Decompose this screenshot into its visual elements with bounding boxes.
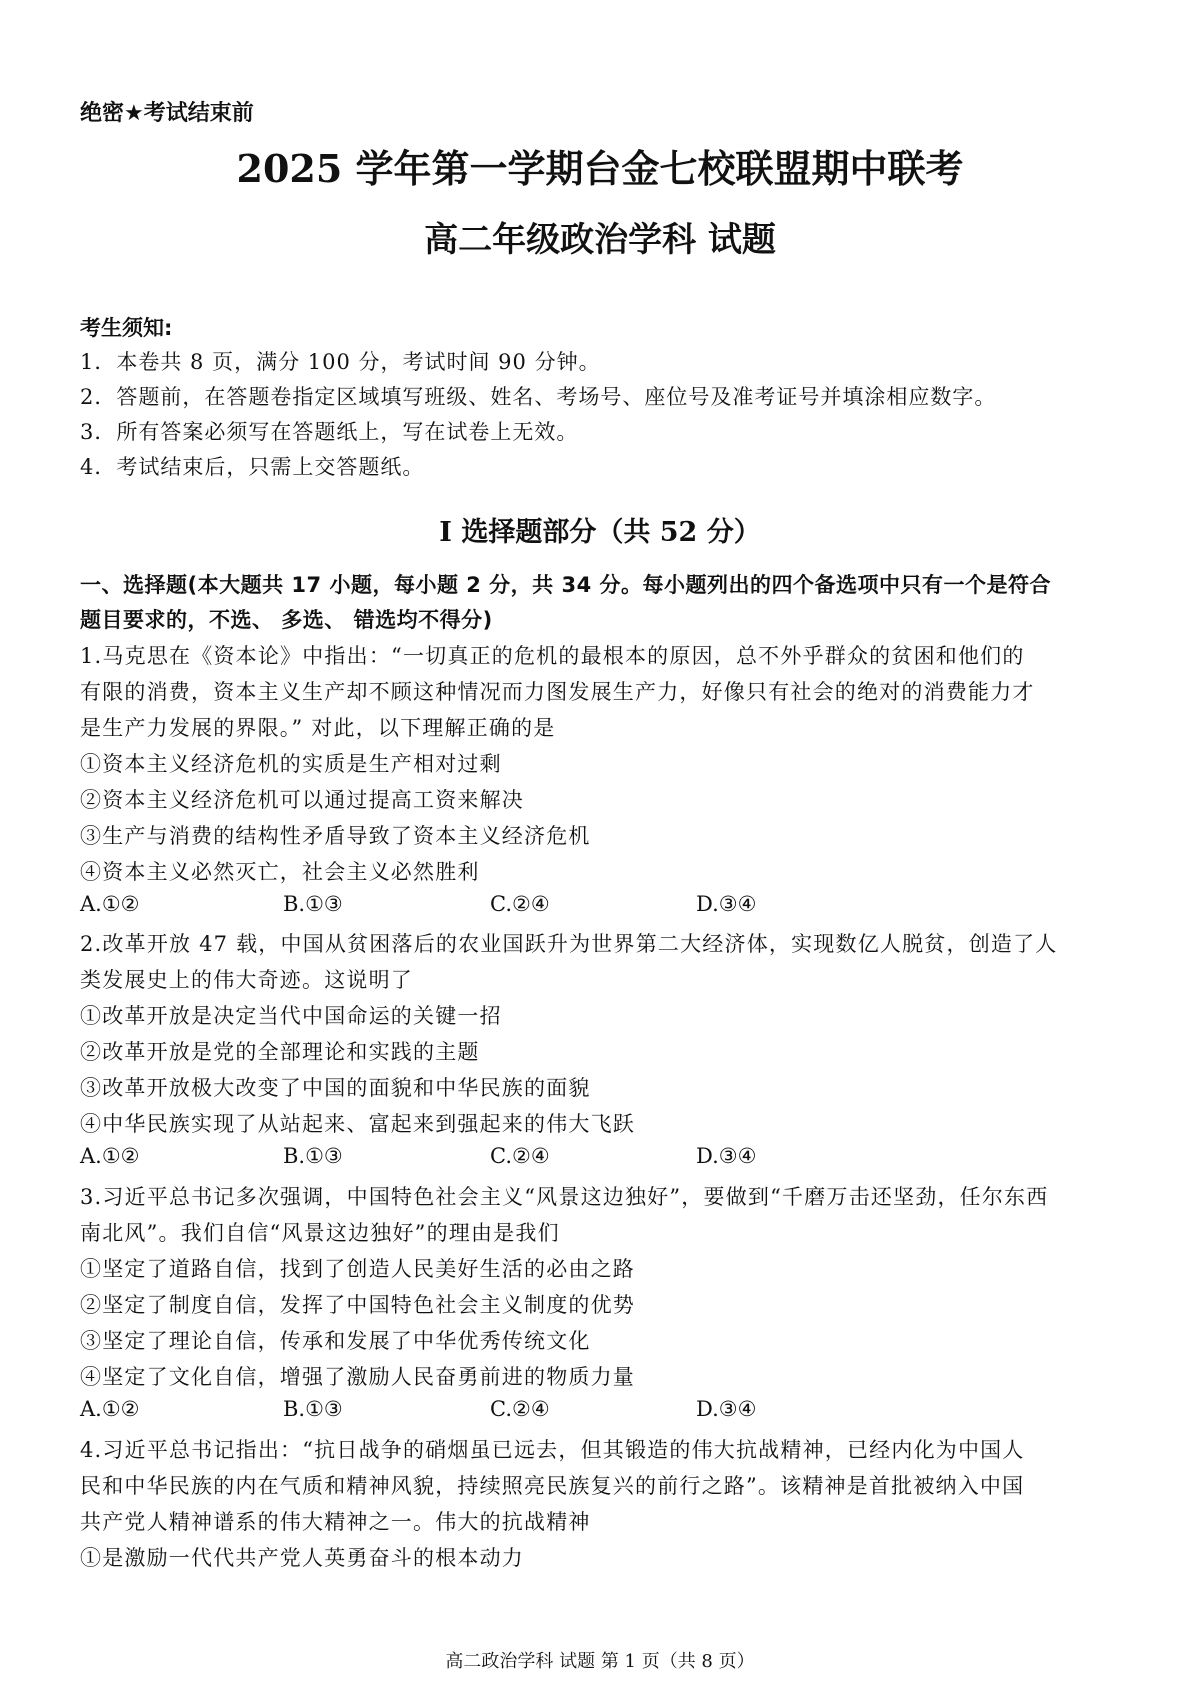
q4-stem-line: 民和中华民族的内在气质和精神风貌，持续照亮民族复兴的前行之路”。该精神是首批被纳入中国 xyxy=(80,1474,1025,1498)
instruction-line: 一、选择题(本大题共 17 小题，每小题 2 分，共 34 分。每小题列出的四个备选项中只有一个是符合 xyxy=(80,573,1052,597)
q3-option-a: A.①② xyxy=(80,1397,140,1421)
section-title: I 选择题部分（共 52 分） xyxy=(439,517,761,548)
notice-item: 1．本卷共 8 页，满分 100 分，考试时间 90 分钟。 xyxy=(80,350,601,374)
q2-option-c: C.②④ xyxy=(490,1144,550,1168)
q2-statement: ①改革开放是决定当代中国命运的关键一招 xyxy=(80,1004,502,1028)
q2-statement: ④中华民族实现了从站起来、富起来到强起来的伟大飞跃 xyxy=(80,1112,635,1136)
q2-stem-line: 类发展史上的伟大奇迹。这说明了 xyxy=(80,968,413,992)
exam-title: 2025 学年第一学期台金七校联盟期中联考 xyxy=(236,146,964,191)
q1-option-d: D.③④ xyxy=(696,892,757,916)
q3-stem-line: 南北风”。我们自信“风景这边独好”的理由是我们 xyxy=(80,1221,560,1245)
q3-statement: ①坚定了道路自信，找到了创造人民美好生活的必由之路 xyxy=(80,1257,635,1281)
q1-statement: ③生产与消费的结构性矛盾导致了资本主义经济危机 xyxy=(80,824,591,848)
notice-item: 4．考试结束后，只需上交答题纸。 xyxy=(80,455,425,479)
q2-stem-line: 2.改革开放 47 载，中国从贫困落后的农业国跃升为世界第二大经济体，实现数亿人脱贫，创造了人 xyxy=(80,932,1058,956)
page-footer: 高二政治学科 试题 第 1 页（共 8 页） xyxy=(445,1651,755,1672)
exam-subtitle: 高二年级政治学科 试题 xyxy=(424,220,776,260)
q1-stem-line: 有限的消费，资本主义生产却不顾这种情况而力图发展生产力，好像只有社会的绝对的消费能力才 xyxy=(80,680,1035,704)
q2-statement: ③改革开放极大改变了中国的面貌和中华民族的面貌 xyxy=(80,1076,591,1100)
q3-statement: ④坚定了文化自信，增强了激励人民奋勇前进的物质力量 xyxy=(80,1365,635,1389)
q3-option-d: D.③④ xyxy=(696,1397,757,1421)
notice-item: 3．所有答案必须写在答题纸上，写在试卷上无效。 xyxy=(80,420,579,444)
q4-statement: ①是激励一代代共产党人英勇奋斗的根本动力 xyxy=(80,1546,524,1570)
q1-option-c: C.②④ xyxy=(490,892,550,916)
q1-statement: ②资本主义经济危机可以通过提高工资来解决 xyxy=(80,788,524,812)
q1-stem-line: 1.马克思在《资本论》中指出：“一切真正的危机的最根本的原因，总不外乎群众的贫困和他们的 xyxy=(80,644,1025,668)
q3-option-b: B.①③ xyxy=(283,1397,343,1421)
q1-option-b: B.①③ xyxy=(283,892,343,916)
instruction-line: 题目要求的，不选、 多选、 错选均不得分) xyxy=(80,608,493,632)
q4-stem-line: 共产党人精神谱系的伟大精神之一。伟大的抗战精神 xyxy=(80,1510,591,1534)
q4-stem-line: 4.习近平总书记指出：“抗日战争的硝烟虽已远去，但其锻造的伟大抗战精神，已经内化为中国人 xyxy=(80,1438,1025,1462)
q1-stem-line: 是生产力发展的界限。” 对此，以下理解正确的是 xyxy=(80,716,556,740)
q3-statement: ③坚定了理论自信，传承和发展了中华优秀传统文化 xyxy=(80,1329,591,1353)
q2-option-d: D.③④ xyxy=(696,1144,757,1168)
q3-statement: ②坚定了制度自信，发挥了中国特色社会主义制度的优势 xyxy=(80,1293,635,1317)
q2-option-b: B.①③ xyxy=(283,1144,343,1168)
notice-heading: 考生须知: xyxy=(80,316,173,340)
q1-statement: ④资本主义必然灭亡，社会主义必然胜利 xyxy=(80,860,480,884)
notice-item: 2．答题前，在答题卷指定区域填写班级、姓名、考场号、座位号及准考证号并填涂相应数字。 xyxy=(80,385,997,409)
q3-option-c: C.②④ xyxy=(490,1397,550,1421)
q3-stem-line: 3.习近平总书记多次强调，中国特色社会主义“风景这边独好”，要做到“千磨万击还坚劲，任尔东西 xyxy=(80,1185,1049,1209)
q1-statement: ①资本主义经济危机的实质是生产相对过剩 xyxy=(80,752,502,776)
q2-option-a: A.①② xyxy=(80,1144,140,1168)
q1-option-a: A.①② xyxy=(80,892,140,916)
secret-mark: 绝密★考试结束前 xyxy=(80,101,254,126)
q2-statement: ②改革开放是党的全部理论和实践的主题 xyxy=(80,1040,480,1064)
